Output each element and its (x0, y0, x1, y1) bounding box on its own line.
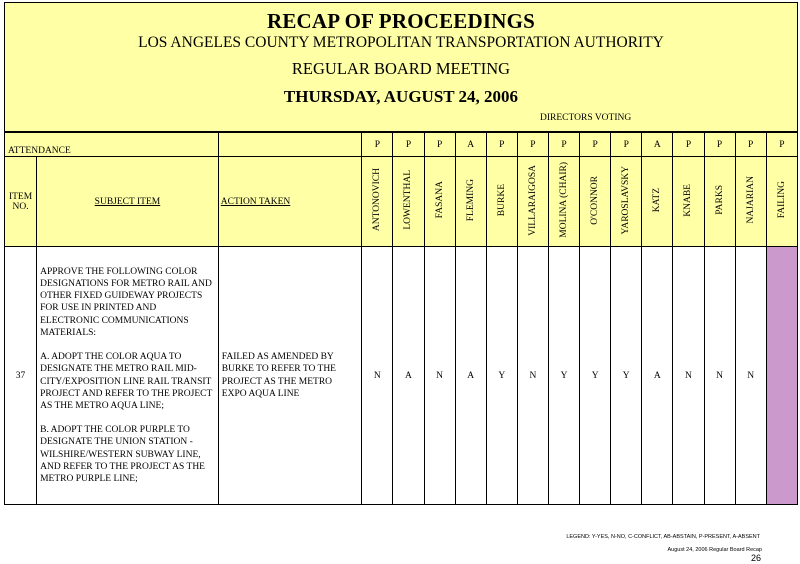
attendance-katz: A (642, 133, 673, 157)
attendance-spacer (218, 133, 362, 157)
item-number: 37 (5, 247, 37, 505)
director-header-antonovich: ANTONOVICH (362, 157, 393, 247)
attendance-label: ATTENDANCE (5, 133, 219, 157)
vote-najarian: N (735, 247, 766, 505)
attendance-lowenthal: P (393, 133, 424, 157)
vote-knabe: N (673, 247, 704, 505)
subject-paragraph: A. ADOPT THE COLOR AQUA TO DESIGNATE THE METRO RAIL MID-CITY/EXPOSITION LINE RAIL TRANSIT PROJECT AND REFER TO THE PROJECT AS THE METRO AQUA LINE; (40, 352, 213, 411)
vote-burke: Y (486, 247, 517, 505)
attendance-fleming: A (455, 133, 486, 157)
vote-molina: Y (548, 247, 579, 505)
vote-lowenthal: A (393, 247, 424, 505)
vote-legend: LEGEND: Y-YES, N-NO, C-CONFLICT, AB-ABSTAIN, P-PRESENT, A-ABSENT (566, 534, 760, 540)
directors-voting-label: DIRECTORS VOTING (540, 113, 632, 123)
director-header-molina: MOLINA (CHAIR) (548, 157, 579, 247)
director-header-oconnor: O'CONNOR (580, 157, 611, 247)
attendance-burke: P (486, 133, 517, 157)
table-row (5, 247, 798, 505)
director-header-yaroslavsky: YAROSLAVSKY (611, 157, 642, 247)
page-title: RECAP OF PROCEEDINGS (266, 9, 536, 33)
director-header-parks: PARKS (704, 157, 735, 247)
footer-recap-label: August 24, 2006 Regular Board Recap (667, 547, 762, 553)
director-header-knabe: KNABE (673, 157, 704, 247)
column-header-row (5, 157, 798, 247)
vote-villaraigosa: N (517, 247, 548, 505)
page-number: 26 (750, 553, 761, 563)
meeting-type: REGULAR BOARD MEETING (291, 59, 511, 78)
failing-indicator (766, 247, 797, 505)
action-taken-text: FAILED AS AMENDED BY BURKE TO REFER TO THE PROJECT AS THE METRO EXPO AQUA LINE (218, 247, 362, 505)
attendance-molina: P (548, 133, 579, 157)
director-header-najarian: NAJARIAN (735, 157, 766, 247)
director-header-fleming: FLEMING (455, 157, 486, 247)
vote-oconnor: Y (580, 247, 611, 505)
failing-header: FAILING (766, 157, 797, 247)
director-header-fasana: FASANA (424, 157, 455, 247)
attendance-failing: P (766, 133, 797, 157)
director-header-katz: KATZ (642, 157, 673, 247)
attendance-antonovich: P (362, 133, 393, 157)
vote-fasana: N (424, 247, 455, 505)
attendance-parks: P (704, 133, 735, 157)
attendance-najarian: P (735, 133, 766, 157)
vote-parks: N (704, 247, 735, 505)
subject-item-header: SUBJECT ITEM (37, 157, 219, 247)
attendance-yaroslavsky: P (611, 133, 642, 157)
director-header-burke: BURKE (486, 157, 517, 247)
subject-paragraph: B. ADOPT THE COLOR PURPLE TO DESIGNATE THE UNION STATION - WILSHIRE/WESTERN SUBWAY LINE, AND REFER TO THE PROJECT AS THE METRO PURPLE LINE; (40, 425, 205, 484)
attendance-oconnor: P (580, 133, 611, 157)
subject-item-text (37, 247, 219, 505)
action-taken-header: ACTION TAKEN (218, 157, 362, 247)
director-header-villaraigosa: VILLARAIGOSA (517, 157, 548, 247)
vote-katz: A (642, 247, 673, 505)
voting-table (4, 132, 798, 505)
vote-antonovich: N (362, 247, 393, 505)
attendance-row (5, 133, 798, 157)
organization-name: LOS ANGELES COUNTY METROPOLITAN TRANSPORTATION AUTHORITY (138, 34, 664, 51)
subject-paragraph: APPROVE THE FOLLOWING COLOR DESIGNATIONS FOR METRO RAIL AND OTHER FIXED GUIDEWAY PROJECTS FOR USE IN PRINTED AND ELECTRONIC COMMUNICATIONS MATERIALS: (40, 266, 212, 338)
vote-yaroslavsky: Y (611, 247, 642, 505)
item-no-header: ITEM NO. (5, 157, 37, 247)
meeting-date: THURSDAY, AUGUST 24, 2006 (283, 87, 519, 106)
attendance-fasana: P (424, 133, 455, 157)
vote-fleming: A (455, 247, 486, 505)
director-header-lowenthal: LOWENTHAL (393, 157, 424, 247)
attendance-villaraigosa: P (517, 133, 548, 157)
recap-header (4, 2, 798, 132)
attendance-knabe: P (673, 133, 704, 157)
